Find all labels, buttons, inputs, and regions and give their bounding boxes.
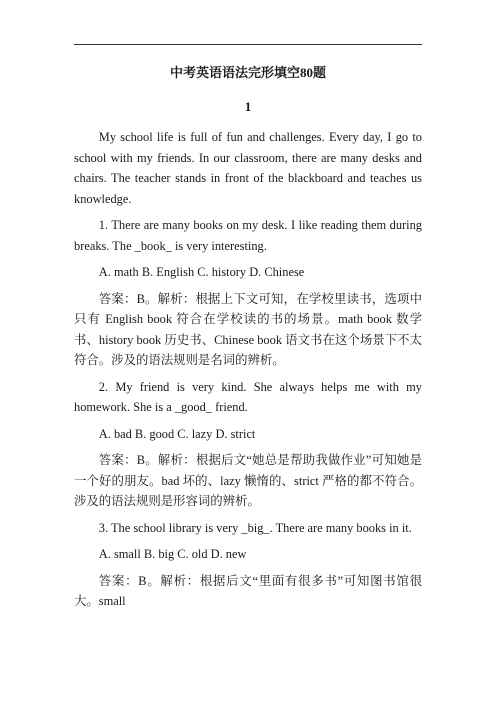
reading-passage: My school life is full of fun and challenges. Every day, I go to school with my friends. In our classroom, there are many desks and chairs. The teacher stands in front of the blackboard and teaches us knowledge. xyxy=(74,130,422,206)
question-3-options: A. small B. big C. old D. new xyxy=(98,547,247,561)
question-3-answer: 答案：B。解析：根据后文“里面有很多书”可知图书馆很大。small xyxy=(74,573,422,608)
header-rule xyxy=(74,44,422,45)
document-body xyxy=(74,63,422,618)
question-1-options: A. math B. English C. history D. Chinese xyxy=(98,265,305,279)
document-title: 中考英语语法完形填空80题 xyxy=(169,65,326,80)
question-2-stem: 2. My friend is very kind. She always helps me with my homework. She is a _good_ friend. xyxy=(74,379,422,414)
question-2-answer: 答案：B。解析：根据后文“她总是帮助我做作业”可知她是一个好的朋友。bad 坏的、lazy 懒惰的、strict 严格的都不符合。涉及的语法规则是形容词的辨析。 xyxy=(74,453,422,508)
question-1-answer: 答案：B。解析：根据上下文可知，在学校里读书，选项中只有 English book 符合在学校读的书的场景。math book 数学书、history book 历史书、Chinese book 语文书在这个场景下不太符合。涉及的语法规则是名词的辨析。 xyxy=(74,291,422,367)
section-number: 1 xyxy=(244,99,252,114)
question-3-stem: 3. The school library is very _big_. There are many books in it. xyxy=(98,520,412,535)
question-2-options: A. bad B. good C. lazy D. strict xyxy=(98,426,256,441)
question-1-stem: 1. There are many books on my desk. I like reading them during breaks. The _book_ is very interesting. xyxy=(74,218,422,253)
